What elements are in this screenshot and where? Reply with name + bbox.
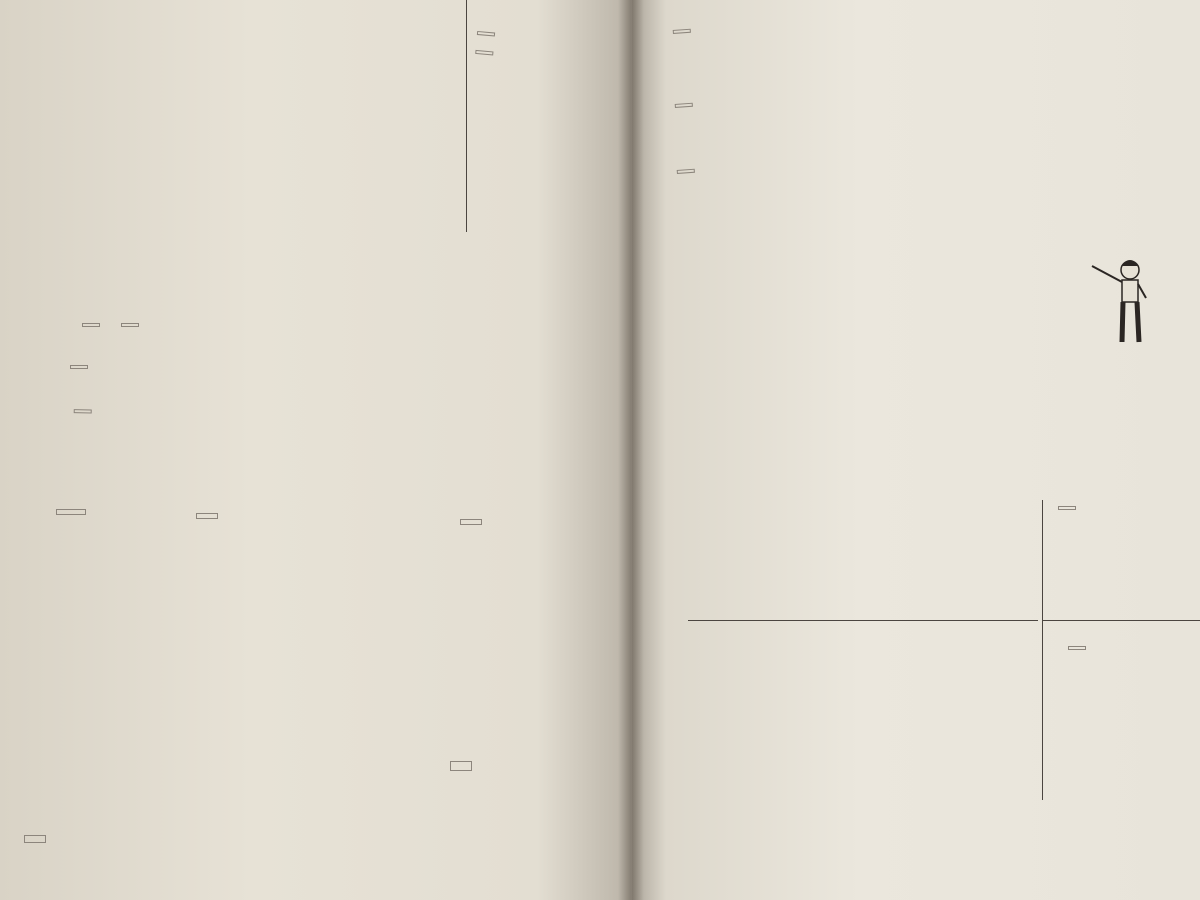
- column-divider: [466, 0, 467, 232]
- translation: [674, 41, 692, 42]
- right-page: [632, 0, 1200, 900]
- suffix-box: [477, 31, 495, 37]
- superlative-box: [450, 756, 472, 775]
- column-divider: [1042, 500, 1043, 800]
- example-block-2: [674, 93, 693, 116]
- table-divider: [688, 620, 1038, 621]
- grade-label: [460, 519, 482, 525]
- keyword-box: [24, 835, 46, 843]
- book-spine-shadow: [618, 0, 644, 900]
- keyword-box: [74, 409, 92, 413]
- rule-comparative: [1058, 496, 1076, 516]
- grade-label: [196, 513, 218, 519]
- keyword-box: [677, 169, 695, 174]
- rule-superlative: [1068, 638, 1086, 654]
- example-block-3: [676, 159, 695, 182]
- keyword-box: [675, 103, 693, 108]
- suffix-box: [475, 50, 493, 56]
- keyword-box: [673, 29, 691, 34]
- translation: [678, 181, 696, 182]
- column-header-I: [56, 504, 86, 519]
- pointing-boy-illustration: [1084, 252, 1164, 348]
- table-divider: [1042, 620, 1200, 621]
- compare-row-1: [72, 312, 139, 331]
- suffix-box: [1058, 506, 1076, 510]
- word-box: [450, 761, 472, 771]
- keyword-box: [70, 365, 88, 369]
- keyword-box: [121, 323, 139, 327]
- declension-example: [16, 828, 54, 847]
- keyword-box: [82, 323, 100, 327]
- rule-superlative-note: [475, 22, 496, 61]
- example-block-1: [672, 19, 691, 42]
- column-header-III: [460, 514, 482, 529]
- grade-label: [56, 509, 86, 515]
- compare-row-2: [70, 354, 88, 373]
- rule-box: [1068, 646, 1086, 650]
- column-header-II: [196, 508, 218, 523]
- translation: [676, 115, 694, 116]
- compare-row-3: [66, 398, 92, 418]
